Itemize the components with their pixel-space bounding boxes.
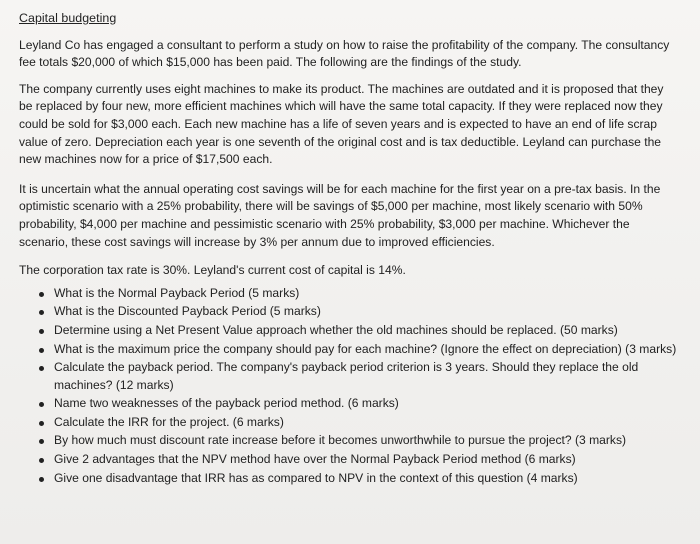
list-item (39, 322, 678, 340)
question-text: Calculate the payback period. The company's payback period criterion is 3 years. Should they replace the old machines? (12 marks) (54, 360, 639, 392)
list-item (39, 285, 678, 303)
document-title: Capital budgeting (19, 11, 117, 25)
question-list (19, 285, 678, 488)
list-item (39, 395, 678, 413)
bullet-icon (39, 421, 44, 426)
bullet-icon (39, 292, 44, 297)
bullet-icon (39, 366, 44, 371)
question-text: What is the Normal Payback Period (5 marks) (54, 285, 300, 300)
paragraph-machines: The company currently uses eight machines to make its product. The machines are outdated and it is proposed that they be replaced by four new, more efficient machines which will have the same total capacity. If they were replaced now they could be sold for $3,000 each. Each new machine has a life of seven years and is expected to have an end of life scrap value of zero. Depreciation each year is one seventh of the original cost and is tax deductible. Leyland can purchase the new machines now for a price of $17,500 each. (19, 81, 664, 167)
list-item (39, 359, 678, 394)
bullet-icon (39, 329, 44, 334)
list-item (39, 341, 678, 359)
list-item (39, 414, 678, 432)
bullet-icon (39, 477, 44, 482)
list-item (39, 470, 678, 488)
list-item (39, 451, 678, 469)
paragraph-savings: It is uncertain what the annual operating cost savings will be for each machine for the first year on a pre-tax basis. In the optimistic scenario with a 25% probability, there will be savings of $5,000 per machine, most likely scenario with 50% probability, $4,000 per machine and pessimistic scenario with 25% probability, $3,000 per machine. Whichever the scenario, these cost savings will increase by 3% per annum due to improved efficiencies. (19, 181, 661, 249)
question-text: Calculate the IRR for the project. (6 marks) (54, 414, 284, 429)
bullet-icon (39, 439, 44, 444)
question-text: Determine using a Net Present Value approach whether the old machines should be replaced. (50 marks) (54, 322, 618, 337)
bullet-icon (39, 310, 44, 315)
question-text: Give 2 advantages that the NPV method have over the Normal Payback Period method (6 marks) (54, 452, 576, 467)
bullet-icon (39, 402, 44, 407)
question-text: Name two weaknesses of the payback period method. (6 marks) (54, 396, 399, 411)
bullet-icon (39, 348, 44, 353)
question-text: What is the maximum price the company should pay for each machine? (Ignore the effect on depreciation) (3 marks) (54, 341, 677, 356)
list-item (39, 303, 678, 321)
question-text: By how much must discount rate increase before it becomes unworthwhile to pursue the project? (3 marks) (54, 433, 627, 448)
question-text: What is the Discounted Payback Period (5 marks) (54, 304, 321, 319)
bullet-icon (39, 458, 44, 463)
list-item (39, 432, 678, 450)
question-text: Give one disadvantage that IRR has as compared to NPV in the context of this question (4 marks) (54, 470, 578, 485)
paragraph-intro: Leyland Co has engaged a consultant to perform a study on how to raise the profitability of the company. The consultancy fee totals $20,000 of which $15,000 has been paid. The following are the findings of the study. (19, 37, 670, 70)
paragraph-tax: The corporation tax rate is 30%. Leyland's current cost of capital is 14%. (19, 263, 406, 278)
